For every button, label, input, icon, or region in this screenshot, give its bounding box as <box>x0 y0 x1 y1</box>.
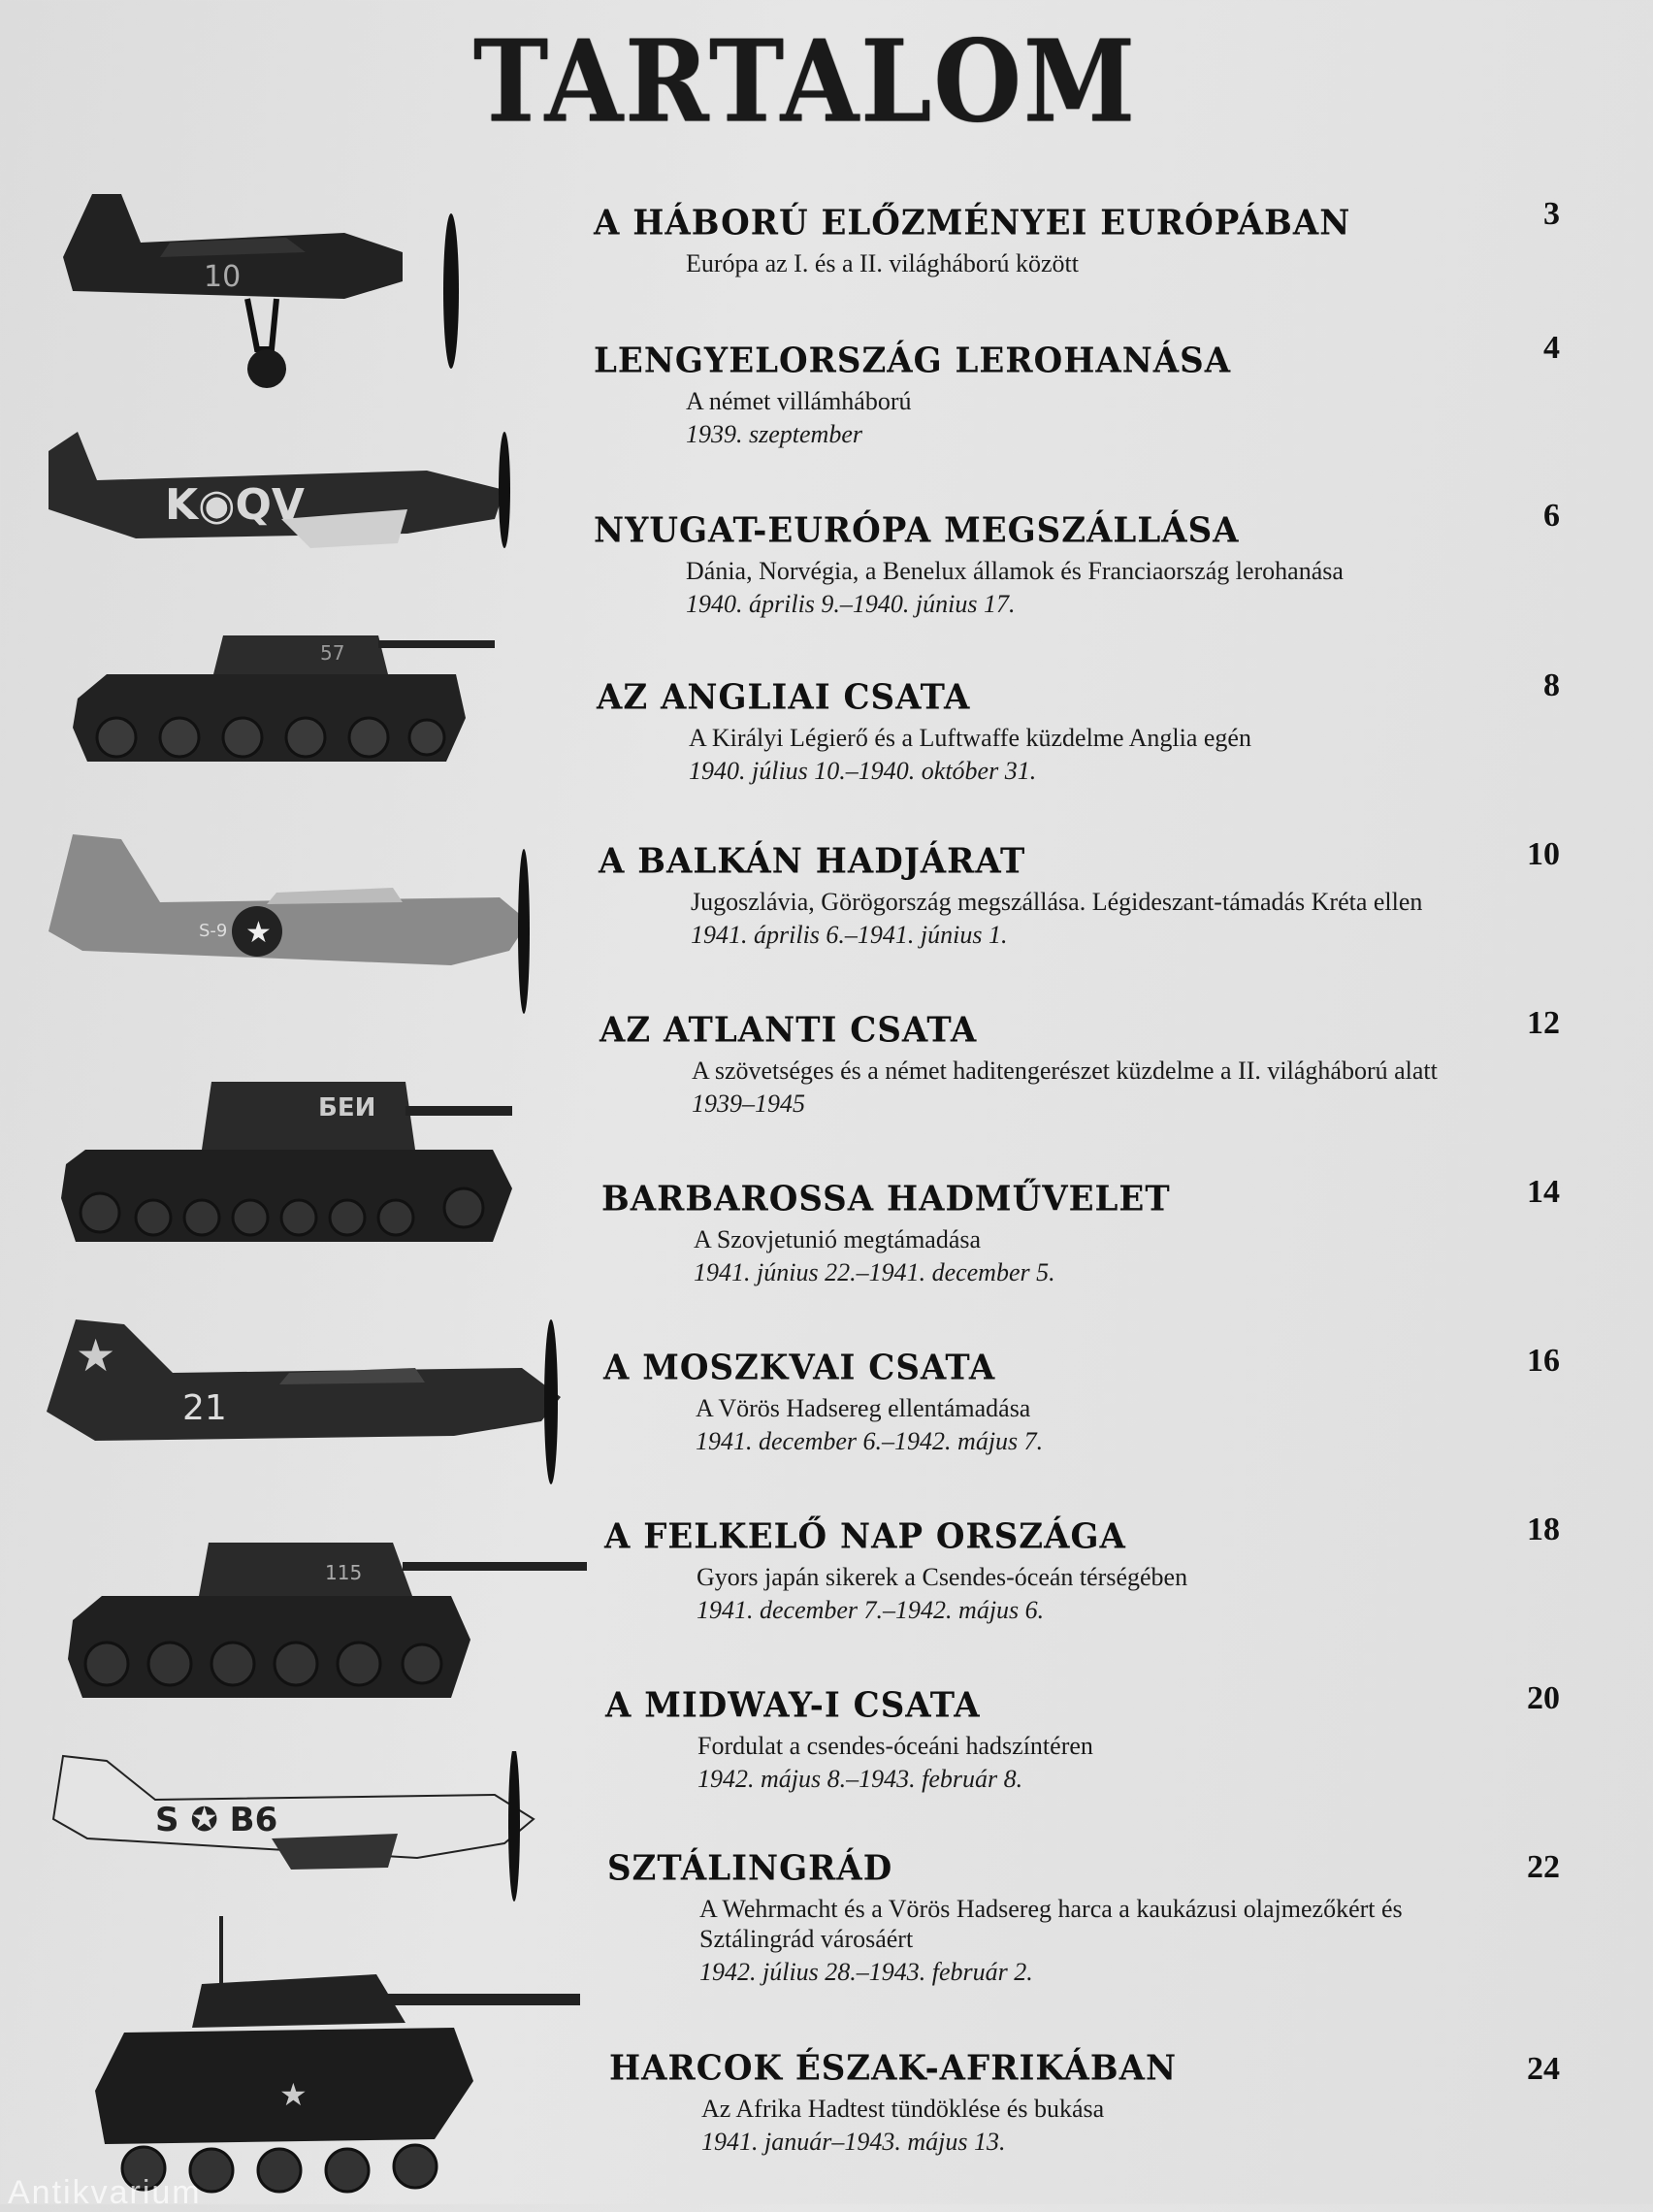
star-icon: ★ <box>76 1329 116 1382</box>
plane-marking: S ✪ B6 <box>155 1801 278 1839</box>
entry-subtitle: A szövetséges és a német haditengerészet küzdelme a II. világháború alatt <box>692 1057 1438 1085</box>
plane-marking: 21 <box>182 1388 227 1428</box>
toc-entry[interactable] <box>594 511 1622 619</box>
entry-subtitle: Gyors japán sikerek a Csendes-óceán térségében <box>697 1563 1188 1591</box>
page-number: 22 <box>1527 1849 1560 1885</box>
entry-subtitle: Dánia, Norvégia, a Benelux államok és Franciaország lerohanása <box>686 557 1344 585</box>
entry-subtitle: A Szovjetunió megtámadása <box>694 1225 982 1253</box>
star-icon: ★ <box>245 916 272 950</box>
entry-subtitle: A Wehrmacht és a Vörös Hadsereg harca a kaukázusi olajmezőkért és Sztálingrád városáért <box>699 1895 1403 1953</box>
tank-marking: 115 <box>325 1561 363 1584</box>
heavy-tank-illustration <box>56 1072 522 1266</box>
tank-marking: 57 <box>320 641 345 665</box>
page-number: 24 <box>1527 2051 1560 2087</box>
toc-entry[interactable] <box>594 342 1622 449</box>
entry-heading[interactable]: A BALKÁN HADJÁRAT <box>599 841 1026 882</box>
entry-dates: 1941. január–1943. május 13. <box>701 2128 1006 2156</box>
page-number: 20 <box>1527 1680 1560 1716</box>
entry-dates: 1940. április 9.–1940. június 17. <box>686 590 1016 618</box>
plane-marking: S-9 <box>199 921 228 941</box>
entry-subtitle: Jugoszlávia, Görögország megszállása. Légideszant-támadás Kréta ellen <box>691 888 1423 916</box>
toc-entry[interactable] <box>597 678 1625 786</box>
entry-subtitle: Európa az I. és a II. világháború között <box>686 249 1080 277</box>
entry-dates: 1941. december 7.–1942. május 6. <box>697 1596 1045 1624</box>
entry-subtitle: Az Afrika Hadtest tündöklése és bukása <box>701 2095 1105 2123</box>
entry-dates: 1940. július 10.–1940. október 31. <box>689 757 1037 785</box>
toc-entry[interactable] <box>605 1686 1634 1794</box>
page-number: 16 <box>1527 1343 1560 1379</box>
entry-dates: 1941. december 6.–1942. május 7. <box>696 1427 1044 1455</box>
toc-entry[interactable] <box>600 1011 1628 1119</box>
page-number: 18 <box>1527 1512 1560 1547</box>
entry-heading[interactable]: AZ ATLANTI CSATA <box>600 1010 978 1051</box>
entry-heading[interactable]: SZTÁLINGRÁD <box>607 1848 893 1889</box>
tank-illustration <box>68 621 495 786</box>
entry-dates: 1942. május 8.–1943. február 8. <box>697 1765 1023 1793</box>
entry-heading[interactable]: A MOSZKVAI CSATA <box>603 1348 996 1388</box>
entry-heading[interactable]: A FELKELŐ NAP ORSZÁGA <box>604 1516 1126 1557</box>
page-number: 10 <box>1527 836 1560 872</box>
plane-marking: K◉QV <box>165 480 305 530</box>
shturmovik-illustration <box>37 1315 580 1499</box>
toc-entry[interactable] <box>604 1517 1633 1625</box>
toc-entry[interactable] <box>603 1349 1632 1456</box>
entry-dates: 1939–1945 <box>692 1090 805 1118</box>
entry-subtitle: A Vörös Hadsereg ellentámadása <box>696 1394 1031 1422</box>
fighter-plane-illustration <box>53 184 480 398</box>
tank-marking: БЕИ <box>318 1093 376 1122</box>
entry-heading[interactable]: AZ ANGLIAI CSATA <box>597 677 971 718</box>
toc-entry[interactable] <box>594 204 1622 278</box>
entry-dates: 1941. április 6.–1941. június 1. <box>691 921 1008 949</box>
entry-subtitle: Fordulat a csendes-óceáni hadszíntéren <box>697 1732 1093 1760</box>
page-number: 8 <box>1543 667 1560 703</box>
page-number: 4 <box>1543 330 1560 366</box>
plane-marking: 10 <box>204 260 242 294</box>
toc-entry[interactable] <box>607 1849 1636 1987</box>
entry-heading[interactable]: A HÁBORÚ ELŐZMÉNYEI EURÓPÁBAN <box>594 203 1351 244</box>
entry-heading[interactable]: HARCOK ÉSZAK-AFRIKÁBAN <box>609 2048 1178 2089</box>
toc-entry[interactable] <box>599 842 1627 950</box>
page-title: TARTALOM <box>472 14 1138 148</box>
page-number: 6 <box>1543 498 1560 534</box>
dive-bomber-illustration <box>44 825 548 1019</box>
entry-subtitle: A Királyi Légierő és a Luftwaffe küzdelme Anglia egén <box>689 724 1251 752</box>
mustang-illustration <box>49 1751 543 1916</box>
sherman-tank-illustration <box>85 1916 580 2204</box>
page-number: 3 <box>1543 196 1560 232</box>
page-number: 14 <box>1527 1174 1560 1210</box>
toc-entry[interactable] <box>609 2049 1637 2157</box>
t34-tank-illustration <box>63 1533 587 1708</box>
page-number: 12 <box>1527 1005 1560 1041</box>
tank-marking: ★ <box>279 2076 308 2113</box>
entry-heading[interactable]: NYUGAT-EURÓPA MEGSZÁLLÁSA <box>594 510 1240 551</box>
spitfire-illustration <box>39 412 524 568</box>
entry-dates: 1941. június 22.–1941. december 5. <box>694 1258 1055 1286</box>
entry-subtitle: A német villámháború <box>686 387 912 415</box>
watermark: Antikvarium <box>8 2174 202 2211</box>
entry-heading[interactable]: LENGYELORSZÁG LEROHANÁSA <box>594 341 1232 381</box>
entry-heading[interactable]: BARBAROSSA HADMŰVELET <box>601 1179 1171 1220</box>
entry-heading[interactable]: A MIDWAY-I CSATA <box>605 1685 981 1726</box>
toc-entry[interactable] <box>601 1180 1630 1287</box>
entry-dates: 1942. július 28.–1943. február 2. <box>699 1958 1033 1986</box>
entry-dates: 1939. szeptember <box>686 420 862 448</box>
